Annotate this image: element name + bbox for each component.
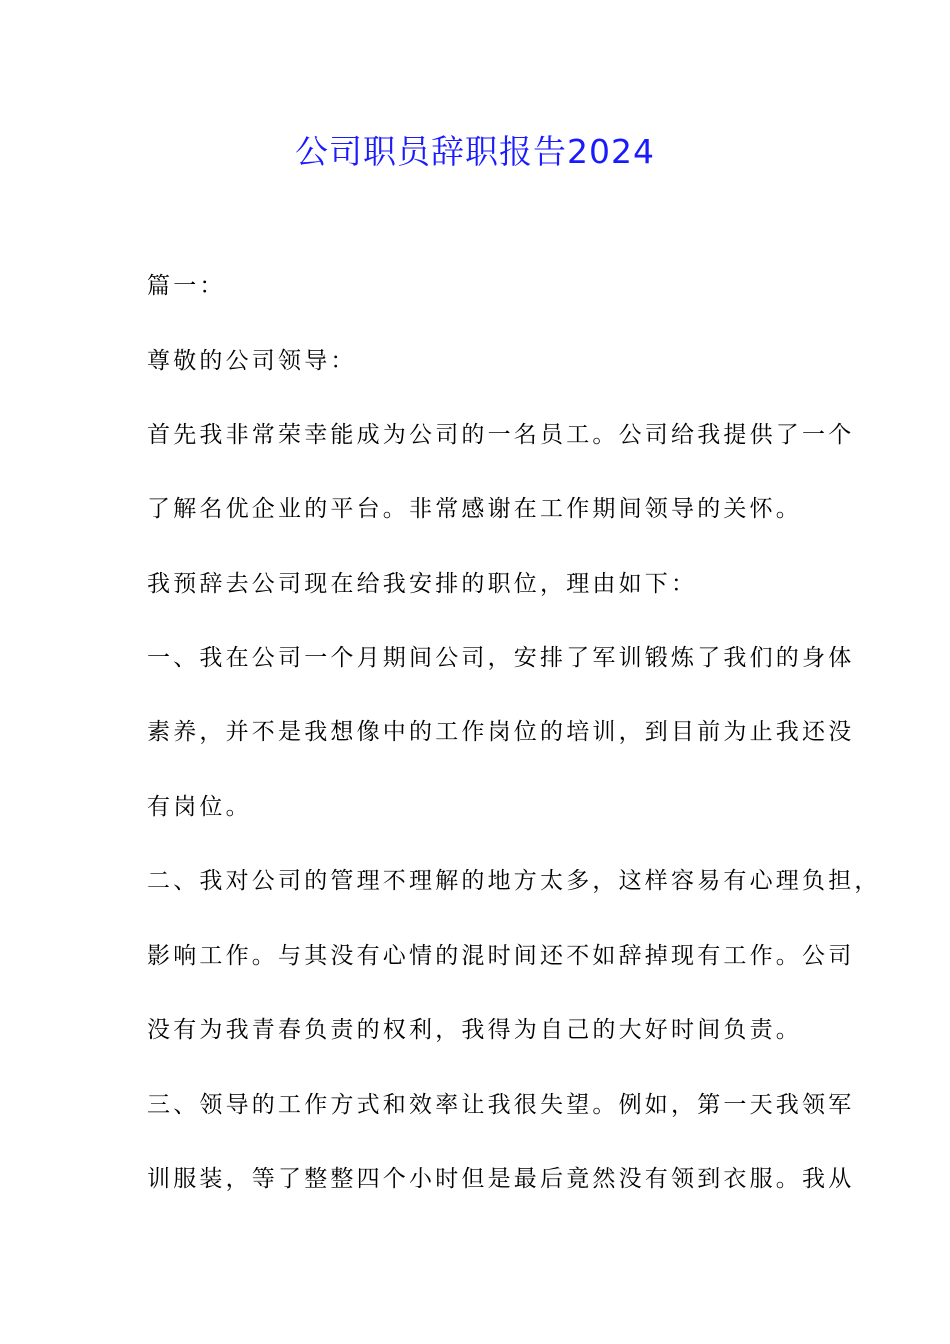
body-line: 有岗位。 xyxy=(147,794,252,820)
body-line: 素养，并不是我想像中的工作岗位的培训，到目前为止我还没 xyxy=(147,719,855,745)
section-heading: 篇一： xyxy=(147,273,226,299)
body-line: 三、领导的工作方式和效率让我很失望。例如，第一天我领军 xyxy=(147,1092,855,1118)
document-title: 公司职员辞职报告2024 xyxy=(295,132,655,171)
body-line: 影响工作。与其没有心情的混时间还不如辞掉现有工作。公司 xyxy=(147,943,855,969)
body-line: 没有为我青春负责的权利，我得为自己的大好时间负责。 xyxy=(147,1017,802,1043)
body-line: 训服装，等了整整四个小时但是最后竟然没有领到衣服。我从 xyxy=(147,1166,855,1192)
body-line: 首先我非常荣幸能成为公司的一名员工。公司给我提供了一个 xyxy=(147,422,855,448)
body-line: 二、我对公司的管理不理解的地方太多，这样容易有心理负担， xyxy=(147,868,881,894)
body-line: 一、我在公司一个月期间公司，安排了军训锻炼了我们的身体 xyxy=(147,645,855,671)
salutation: 尊敬的公司领导： xyxy=(147,348,357,374)
body-line: 了解名优企业的平台。非常感谢在工作期间领导的关怀。 xyxy=(147,496,802,522)
body-line: 我预辞去公司现在给我安排的职位，理由如下： xyxy=(147,571,698,597)
